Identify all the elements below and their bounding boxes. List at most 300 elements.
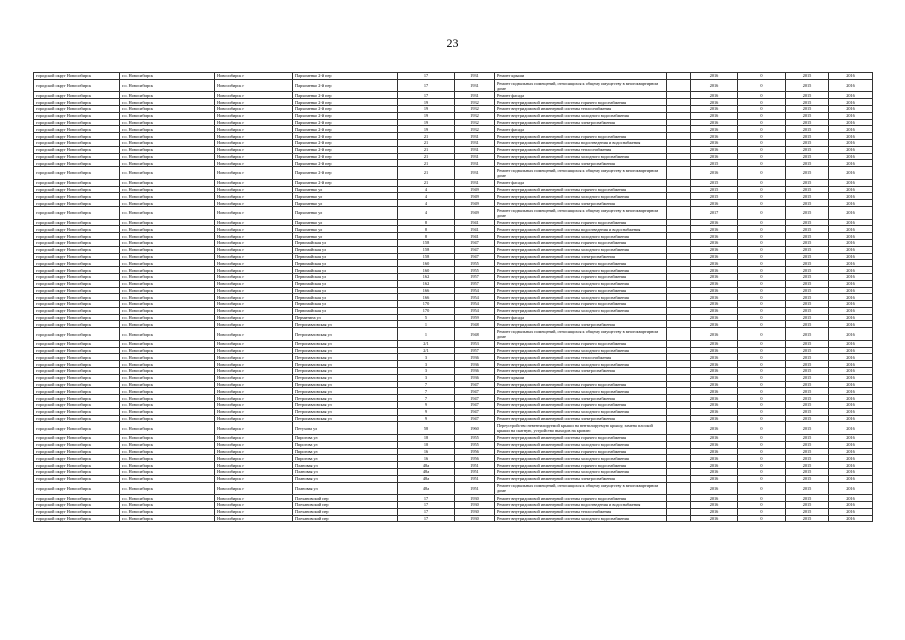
count-cell: 0: [738, 381, 786, 388]
planned-year-cell: 2017: [691, 206, 738, 219]
district-cell: городской округ Новосибирск: [34, 139, 120, 146]
city-cell: Новосибирск г: [215, 314, 293, 321]
period-start-cell: 2015: [786, 160, 829, 167]
period-end-cell: 2016: [829, 206, 873, 219]
period-end-cell: 2016: [829, 133, 873, 140]
count-cell: 0: [738, 92, 786, 99]
table-row: [34, 219, 873, 226]
house-number-cell: 18: [398, 435, 455, 442]
city-cell: Новосибирск г: [215, 462, 293, 469]
city-cell: Новосибирск г: [215, 301, 293, 308]
blank-cell: [667, 267, 691, 274]
street-cell: Пархоменко 2-й пер: [293, 79, 398, 92]
period-end-cell: 2016: [829, 273, 873, 280]
build-year-cell: 1941: [455, 219, 495, 226]
street-cell: Пархоменко ул: [293, 206, 398, 219]
planned-year-cell: 2016: [691, 146, 738, 153]
house-number-cell: 166: [398, 287, 455, 294]
house-number-cell: 48а: [398, 469, 455, 476]
city-cell: Новосибирск г: [215, 455, 293, 462]
period-start-cell: 2015: [786, 105, 829, 112]
locality-cell: г.о. Новосибирск: [120, 515, 215, 522]
work-type-cell: Ремонт подвальных помещений, относящихся к общему имуществу в многоквартирном доме: [495, 79, 667, 92]
table-row: [34, 92, 873, 99]
district-cell: городской округ Новосибирск: [34, 415, 120, 422]
blank-cell: [667, 502, 691, 509]
planned-year-cell: 2016: [691, 482, 738, 495]
work-type-cell: Ремонт внутридомовой инженерной системы горячего водоснабжения: [495, 301, 667, 308]
house-number-cell: 158: [398, 253, 455, 260]
blank-cell: [667, 328, 691, 341]
table-row: [34, 381, 873, 388]
blank-cell: [667, 193, 691, 200]
table-row: [34, 508, 873, 515]
planned-year-cell: 2016: [691, 139, 738, 146]
planned-year-cell: 2016: [691, 73, 738, 80]
district-cell: городской округ Новосибирск: [34, 408, 120, 415]
work-type-cell: Ремонт внутридомовой инженерной системы горячего водоснабжения: [495, 287, 667, 294]
city-cell: Новосибирск г: [215, 139, 293, 146]
city-cell: Новосибирск г: [215, 368, 293, 375]
count-cell: 0: [738, 280, 786, 287]
city-cell: Новосибирск г: [215, 206, 293, 219]
locality-cell: г.о. Новосибирск: [120, 395, 215, 402]
district-cell: городской округ Новосибирск: [34, 515, 120, 522]
planned-year-cell: 2016: [691, 79, 738, 92]
count-cell: 0: [738, 139, 786, 146]
period-end-cell: 2016: [829, 307, 873, 314]
house-number-cell: 160: [398, 267, 455, 274]
build-year-cell: 1960: [455, 422, 495, 435]
table-row: [34, 314, 873, 321]
build-year-cell: 1954: [455, 294, 495, 301]
build-year-cell: 1951: [455, 462, 495, 469]
period-end-cell: 2016: [829, 179, 873, 186]
city-cell: Новосибирск г: [215, 475, 293, 482]
city-cell: Новосибирск г: [215, 374, 293, 381]
period-start-cell: 2015: [786, 92, 829, 99]
locality-cell: г.о. Новосибирск: [120, 388, 215, 395]
locality-cell: г.о. Новосибирск: [120, 361, 215, 368]
build-year-cell: 1954: [455, 307, 495, 314]
period-end-cell: 2016: [829, 186, 873, 193]
blank-cell: [667, 395, 691, 402]
build-year-cell: 1954: [455, 287, 495, 294]
city-cell: Новосибирск г: [215, 482, 293, 495]
blank-cell: [667, 226, 691, 233]
blank-cell: [667, 273, 691, 280]
period-end-cell: 2016: [829, 435, 873, 442]
build-year-cell: 1932: [455, 105, 495, 112]
blank-cell: [667, 381, 691, 388]
street-cell: Петропавловская ул: [293, 361, 398, 368]
house-number-cell: 48а: [398, 462, 455, 469]
district-cell: городской округ Новосибирск: [34, 321, 120, 328]
period-start-cell: 2015: [786, 321, 829, 328]
period-start-cell: 2015: [786, 361, 829, 368]
house-number-cell: 48а: [398, 475, 455, 482]
period-start-cell: 2015: [786, 381, 829, 388]
planned-year-cell: 2016: [691, 92, 738, 99]
count-cell: 0: [738, 441, 786, 448]
street-cell: Петропавловская ул: [293, 374, 398, 381]
street-cell: Пархоменко 2-й пер: [293, 146, 398, 153]
blank-cell: [667, 482, 691, 495]
table-row: [34, 112, 873, 119]
district-cell: городской округ Новосибирск: [34, 92, 120, 99]
work-type-cell: Ремонт внутридомовой инженерной системы горячего водоснабжения: [495, 435, 667, 442]
house-number-cell: 17: [398, 515, 455, 522]
blank-cell: [667, 99, 691, 106]
house-number-cell: 2/1: [398, 340, 455, 347]
table-row: [34, 455, 873, 462]
street-cell: Плановая ул: [293, 475, 398, 482]
build-year-cell: 1931: [455, 92, 495, 99]
count-cell: 0: [738, 146, 786, 153]
blank-cell: [667, 200, 691, 207]
blank-cell: [667, 179, 691, 186]
planned-year-cell: 2016: [691, 200, 738, 207]
build-year-cell: 1959: [455, 314, 495, 321]
blank-cell: [667, 92, 691, 99]
build-year-cell: 1957: [455, 280, 495, 287]
count-cell: 0: [738, 328, 786, 341]
count-cell: 0: [738, 502, 786, 509]
period-end-cell: 2016: [829, 253, 873, 260]
street-cell: Пархоменко 2-й пер: [293, 99, 398, 106]
work-type-cell: Ремонт внутридомовой инженерной системы горячего водоснабжения: [495, 462, 667, 469]
table-row: [34, 79, 873, 92]
table-row: [34, 374, 873, 381]
district-cell: городской округ Новосибирск: [34, 267, 120, 274]
locality-cell: г.о. Новосибирск: [120, 408, 215, 415]
count-cell: 0: [738, 307, 786, 314]
period-start-cell: 2015: [786, 408, 829, 415]
period-end-cell: 2016: [829, 153, 873, 160]
count-cell: 0: [738, 374, 786, 381]
locality-cell: г.о. Новосибирск: [120, 200, 215, 207]
period-end-cell: 2016: [829, 112, 873, 119]
street-cell: Петропавловская ул: [293, 354, 398, 361]
build-year-cell: 1956: [455, 448, 495, 455]
period-start-cell: 2015: [786, 206, 829, 219]
period-start-cell: 2015: [786, 455, 829, 462]
planned-year-cell: 2016: [691, 239, 738, 246]
district-cell: городской округ Новосибирск: [34, 239, 120, 246]
district-cell: городской округ Новосибирск: [34, 105, 120, 112]
house-number-cell: 21: [398, 167, 455, 180]
blank-cell: [667, 415, 691, 422]
locality-cell: г.о. Новосибирск: [120, 126, 215, 133]
district-cell: городской округ Новосибирск: [34, 475, 120, 482]
planned-year-cell: 2016: [691, 441, 738, 448]
planned-year-cell: 2016: [691, 502, 738, 509]
house-number-cell: 17: [398, 502, 455, 509]
district-cell: городской округ Новосибирск: [34, 73, 120, 80]
city-cell: Новосибирск г: [215, 395, 293, 402]
period-start-cell: 2015: [786, 139, 829, 146]
planned-year-cell: 2016: [691, 381, 738, 388]
house-number-cell: 158: [398, 239, 455, 246]
period-end-cell: 2016: [829, 388, 873, 395]
street-cell: Петухова ул: [293, 422, 398, 435]
house-number-cell: 3: [398, 368, 455, 375]
city-cell: Новосибирск г: [215, 226, 293, 233]
blank-cell: [667, 287, 691, 294]
table-row: [34, 495, 873, 502]
build-year-cell: 1957: [455, 347, 495, 354]
city-cell: Новосибирск г: [215, 126, 293, 133]
period-end-cell: 2016: [829, 321, 873, 328]
house-number-cell: 5: [398, 314, 455, 321]
period-start-cell: 2015: [786, 508, 829, 515]
locality-cell: г.о. Новосибирск: [120, 441, 215, 448]
build-year-cell: 1936: [455, 361, 495, 368]
locality-cell: г.о. Новосибирск: [120, 368, 215, 375]
street-cell: Плановая ул: [293, 469, 398, 476]
build-year-cell: 1931: [455, 160, 495, 167]
planned-year-cell: 2016: [691, 475, 738, 482]
count-cell: 0: [738, 273, 786, 280]
blank-cell: [667, 455, 691, 462]
street-cell: Петропавловская ул: [293, 368, 398, 375]
locality-cell: г.о. Новосибирск: [120, 233, 215, 240]
planned-year-cell: 2016: [691, 422, 738, 435]
street-cell: Пархоменко 2-й пер: [293, 153, 398, 160]
build-year-cell: 1957: [455, 273, 495, 280]
planned-year-cell: 2016: [691, 253, 738, 260]
build-year-cell: 1955: [455, 267, 495, 274]
work-type-cell: Ремонт внутридомовой инженерной системы холодного водоснабжения: [495, 112, 667, 119]
blank-cell: [667, 160, 691, 167]
locality-cell: г.о. Новосибирск: [120, 307, 215, 314]
table-row: [34, 253, 873, 260]
house-number-cell: 162: [398, 280, 455, 287]
city-cell: Новосибирск г: [215, 99, 293, 106]
locality-cell: г.о. Новосибирск: [120, 328, 215, 341]
period-end-cell: 2016: [829, 105, 873, 112]
street-cell: Первомайская ул: [293, 253, 398, 260]
locality-cell: г.о. Новосибирск: [120, 179, 215, 186]
build-year-cell: 1931: [455, 133, 495, 140]
build-year-cell: 1947: [455, 381, 495, 388]
period-start-cell: 2015: [786, 368, 829, 375]
district-cell: городской округ Новосибирск: [34, 395, 120, 402]
period-start-cell: 2015: [786, 415, 829, 422]
locality-cell: г.о. Новосибирск: [120, 139, 215, 146]
house-number-cell: 3: [398, 374, 455, 381]
planned-year-cell: 2016: [691, 112, 738, 119]
district-cell: городской округ Новосибирск: [34, 126, 120, 133]
house-number-cell: 8: [398, 226, 455, 233]
blank-cell: [667, 119, 691, 126]
table-row: [34, 502, 873, 509]
house-number-cell: 19: [398, 105, 455, 112]
work-type-cell: Ремонт внутридомовой инженерной системы холодного водоснабжения: [495, 455, 667, 462]
street-cell: Плехановский пер: [293, 515, 398, 522]
count-cell: 0: [738, 167, 786, 180]
street-cell: Пархоменко 2-й пер: [293, 179, 398, 186]
blank-cell: [667, 260, 691, 267]
blank-cell: [667, 219, 691, 226]
work-type-cell: Ремонт внутридомовой инженерной системы электроснабжения: [495, 395, 667, 402]
planned-year-cell: 2016: [691, 301, 738, 308]
period-end-cell: 2016: [829, 368, 873, 375]
house-number-cell: 17: [398, 92, 455, 99]
district-cell: городской округ Новосибирск: [34, 462, 120, 469]
blank-cell: [667, 340, 691, 347]
city-cell: Новосибирск г: [215, 153, 293, 160]
locality-cell: г.о. Новосибирск: [120, 206, 215, 219]
house-number-cell: 17: [398, 79, 455, 92]
district-cell: городской округ Новосибирск: [34, 441, 120, 448]
table-row: [34, 435, 873, 442]
house-number-cell: 8: [398, 233, 455, 240]
district-cell: городской округ Новосибирск: [34, 469, 120, 476]
table-row: [34, 146, 873, 153]
table-row: [34, 475, 873, 482]
table-row: [34, 226, 873, 233]
city-cell: Новосибирск г: [215, 381, 293, 388]
period-end-cell: 2016: [829, 246, 873, 253]
build-year-cell: 1947: [455, 408, 495, 415]
city-cell: Новосибирск г: [215, 435, 293, 442]
blank-cell: [667, 495, 691, 502]
build-year-cell: 1948: [455, 328, 495, 341]
blank-cell: [667, 126, 691, 133]
table-row: [34, 133, 873, 140]
period-end-cell: 2016: [829, 395, 873, 402]
blank-cell: [667, 301, 691, 308]
city-cell: Новосибирск г: [215, 287, 293, 294]
planned-year-cell: 2016: [691, 153, 738, 160]
period-end-cell: 2016: [829, 354, 873, 361]
city-cell: Новосибирск г: [215, 160, 293, 167]
period-end-cell: 2016: [829, 193, 873, 200]
blank-cell: [667, 321, 691, 328]
district-cell: городской округ Новосибирск: [34, 374, 120, 381]
city-cell: Новосибирск г: [215, 508, 293, 515]
build-year-cell: 1947: [455, 253, 495, 260]
table-row: [34, 167, 873, 180]
table-row: [34, 340, 873, 347]
city-cell: Новосибирск г: [215, 515, 293, 522]
planned-year-cell: 2016: [691, 287, 738, 294]
city-cell: Новосибирск г: [215, 415, 293, 422]
period-end-cell: 2016: [829, 226, 873, 233]
street-cell: Петропавловская ул: [293, 408, 398, 415]
table-row: [34, 328, 873, 341]
district-cell: городской округ Новосибирск: [34, 448, 120, 455]
count-cell: 0: [738, 347, 786, 354]
blank-cell: [667, 408, 691, 415]
blank-cell: [667, 112, 691, 119]
city-cell: Новосибирск г: [215, 119, 293, 126]
work-type-cell: Ремонт фасада: [495, 126, 667, 133]
blank-cell: [667, 307, 691, 314]
locality-cell: г.о. Новосибирск: [120, 469, 215, 476]
district-cell: городской округ Новосибирск: [34, 328, 120, 341]
street-cell: Пархоменко 2-й пер: [293, 139, 398, 146]
street-cell: Первомайская ул: [293, 260, 398, 267]
house-number-cell: 9: [398, 408, 455, 415]
build-year-cell: 1949: [455, 206, 495, 219]
locality-cell: г.о. Новосибирск: [120, 462, 215, 469]
planned-year-cell: 2016: [691, 354, 738, 361]
table-row: [34, 126, 873, 133]
planned-year-cell: 2016: [691, 462, 738, 469]
work-type-cell: Переустройство невентилируемой крыши на вентилируемую крышу, замена плоской крыши на скатную, устройство выходов на кровлю: [495, 422, 667, 435]
period-end-cell: 2016: [829, 92, 873, 99]
city-cell: Новосибирск г: [215, 495, 293, 502]
planned-year-cell: 2016: [691, 347, 738, 354]
street-cell: Первомайская ул: [293, 267, 398, 274]
period-start-cell: 2015: [786, 502, 829, 509]
district-cell: городской округ Новосибирск: [34, 253, 120, 260]
period-start-cell: 2015: [786, 374, 829, 381]
period-end-cell: 2016: [829, 508, 873, 515]
build-year-cell: 1949: [455, 186, 495, 193]
district-cell: городской округ Новосибирск: [34, 314, 120, 321]
table-row: [34, 246, 873, 253]
planned-year-cell: 2016: [691, 119, 738, 126]
locality-cell: г.о. Новосибирск: [120, 502, 215, 509]
planned-year-cell: 2016: [691, 395, 738, 402]
house-number-cell: 162: [398, 273, 455, 280]
street-cell: Пархоменко ул: [293, 226, 398, 233]
house-number-cell: 4: [398, 193, 455, 200]
build-year-cell: 1932: [455, 99, 495, 106]
count-cell: 0: [738, 79, 786, 92]
city-cell: Новосибирск г: [215, 239, 293, 246]
count-cell: 0: [738, 246, 786, 253]
street-cell: Пермитина ул: [293, 314, 398, 321]
street-cell: Пархоменко 2-й пер: [293, 119, 398, 126]
period-start-cell: 2015: [786, 469, 829, 476]
city-cell: Новосибирск г: [215, 179, 293, 186]
locality-cell: г.о. Новосибирск: [120, 354, 215, 361]
count-cell: 0: [738, 422, 786, 435]
work-type-cell: Ремонт внутридомовой инженерной системы холодного водоснабжения: [495, 441, 667, 448]
period-end-cell: 2016: [829, 448, 873, 455]
work-type-cell: Ремонт внутридомовой инженерной системы горячего водоснабжения: [495, 448, 667, 455]
locality-cell: г.о. Новосибирск: [120, 167, 215, 180]
blank-cell: [667, 133, 691, 140]
count-cell: 0: [738, 340, 786, 347]
street-cell: Пирогова ул: [293, 441, 398, 448]
work-type-cell: Ремонт внутридомовой инженерной системы горячего водоснабжения: [495, 381, 667, 388]
period-end-cell: 2016: [829, 287, 873, 294]
street-cell: Первомайская ул: [293, 287, 398, 294]
count-cell: 0: [738, 455, 786, 462]
blank-cell: [667, 167, 691, 180]
work-type-cell: Ремонт внутридомовой инженерной системы горячего водоснабжения: [495, 99, 667, 106]
city-cell: Новосибирск г: [215, 280, 293, 287]
locality-cell: г.о. Новосибирск: [120, 374, 215, 381]
locality-cell: г.о. Новосибирск: [120, 160, 215, 167]
locality-cell: г.о. Новосибирск: [120, 79, 215, 92]
period-end-cell: 2016: [829, 462, 873, 469]
build-year-cell: 1931: [455, 179, 495, 186]
table-row: [34, 402, 873, 409]
district-cell: городской округ Новосибирск: [34, 206, 120, 219]
street-cell: Пархоменко 2-й пер: [293, 92, 398, 99]
count-cell: 0: [738, 435, 786, 442]
count-cell: 0: [738, 179, 786, 186]
count-cell: 0: [738, 508, 786, 515]
table-row: [34, 273, 873, 280]
period-start-cell: 2015: [786, 395, 829, 402]
